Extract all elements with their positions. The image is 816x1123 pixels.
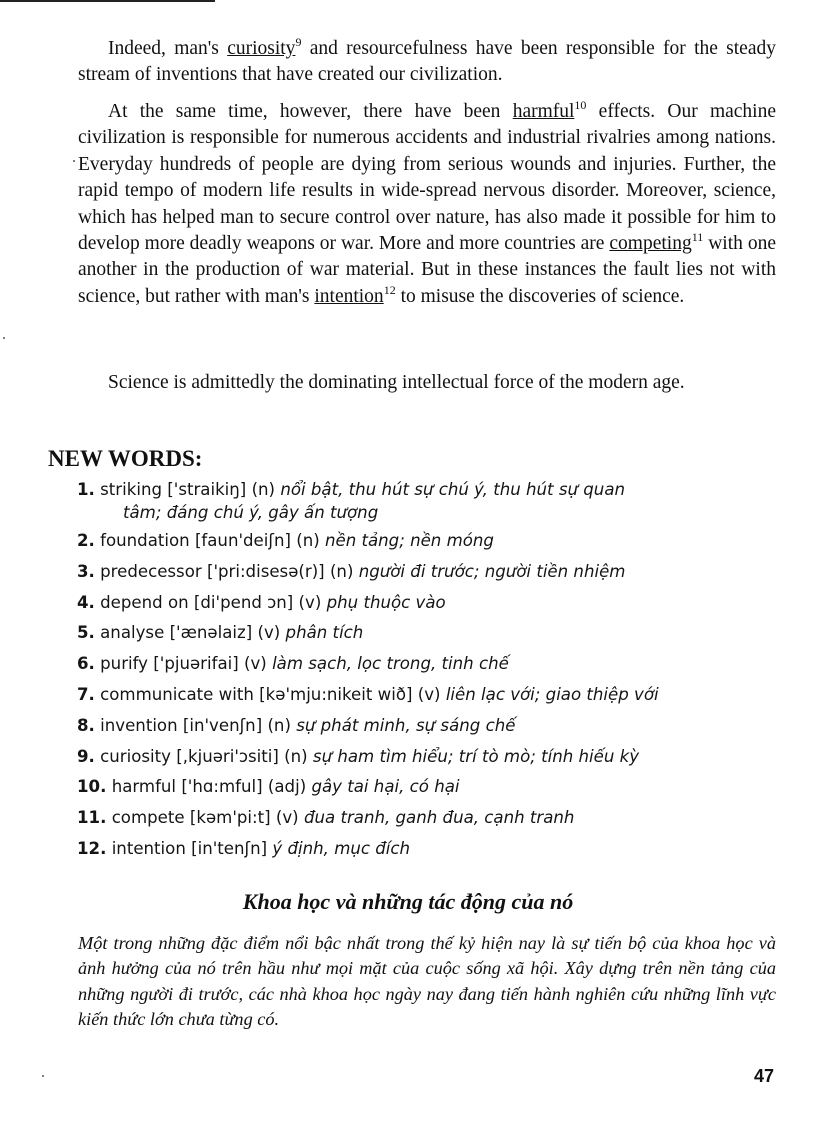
footnote-ref: 9 [295, 35, 302, 49]
word-item: 5. analyse ['ænəlaiz] (v) phân tích [77, 623, 364, 643]
scan-speck [3, 337, 5, 339]
word-item: 8. invention [in'venʃn] (n) sự phát minh, sự sáng chế [77, 715, 516, 735]
word-item: 4. depend on [di'pend ɔn] (v) phụ thuộc vào [77, 592, 446, 612]
word-item: 6. purify ['pjuərifai] (v) làm sạch, lọc trong, tinh chế [77, 654, 509, 674]
keyword-curiosity: curiosity [227, 38, 296, 59]
paragraph-curiosity: Indeed, man's curiosity$^9$ and resourcefulness have been responsible for the steady stream of inventions that have created our civilization. [78, 35, 776, 86]
footnote-ref: 10 [574, 98, 587, 112]
keyword-competing: competing [609, 233, 692, 255]
vietnamese-title: Khoa học và những tác động của nó [242, 889, 574, 914]
paragraph-harmful-effects: At the same time, however, there have been harmful$^{10}$ effects. Our machine civilization is responsible for numerous accidents and industrial rivalries among nations. Everyday hundreds of people are dying from serious wounds and injuries. Further, the rapid tempo of modern life results in wide-spread nervous disorder. Moreover, science, which has helped man to secure control over nature, has also made it possible for him to develop more deadly weapons or war. More and more countries are competing$^{11}$ with one another in the production of war material. But in these instances the fault lies not with science, but rather with man's intention$^{12}$ to misuse the discoveries of science. [78, 98, 777, 307]
word-item: 3. predecessor ['pri:disesə(r)] (n) người đi trước; người tiền nhiệm [77, 561, 626, 581]
word-item: 9. curiosity [,kjuəri'ɔsiti] (n) sự ham tìm hiểu; trí tò mò; tính hiếu kỳ [77, 746, 640, 766]
scan-speck [42, 1075, 44, 1077]
keyword-harmful: harmful [512, 101, 575, 122]
vietnamese-paragraph: Một trong những đặc điểm nổi bậc nhất trong thế kỷ hiện nay là sự tiến bộ của khoa học và ảnh hưởng của nó trên hầu như mọi mặt của cuộc sống xã hội. Xây dựng trên nền tảng của những người đi trước, các nhà khoa học ngày nay đang tiến hành nghiên cứu những lĩnh vực kiến thức lớn chưa từng có. [78, 933, 776, 1029]
word-item: 1. striking ['straikiŋ] (n) nổi bật, thu hút sự chú ý, thu hút sự quan tâm; đáng chú ý, gây ấn tượng [77, 480, 626, 522]
word-item: 11. compete [kəm'pi:t] (v) đua tranh, ganh đua, cạnh tranh [77, 808, 575, 828]
footnote-ref: 12 [383, 282, 396, 297]
page-number: 47 [753, 1066, 774, 1086]
paragraph-science-force: Science is admittedly the dominating intellectual force of the modern age. [108, 372, 685, 393]
word-item: 10. harmful ['hɑ:mful] (adj) gây tai hại, có hại [77, 777, 460, 797]
new-words-list [77, 478, 797, 868]
top-rule [0, 0, 215, 2]
scan-speck [73, 160, 75, 162]
keyword-intention: intention [314, 285, 384, 307]
word-item: 2. foundation [faun'deiʃn] (n) nền tảng; nền móng [77, 531, 494, 550]
word-item: 7. communicate with [kə'mju:nikeit wið] (v) liên lạc với; giao thiệp với [77, 684, 659, 704]
new-words-heading: NEW WORDS: [48, 446, 203, 471]
word-item: 12. intention [in'tenʃn] ý định, mục đích [77, 838, 411, 858]
footnote-ref: 11 [691, 230, 704, 245]
